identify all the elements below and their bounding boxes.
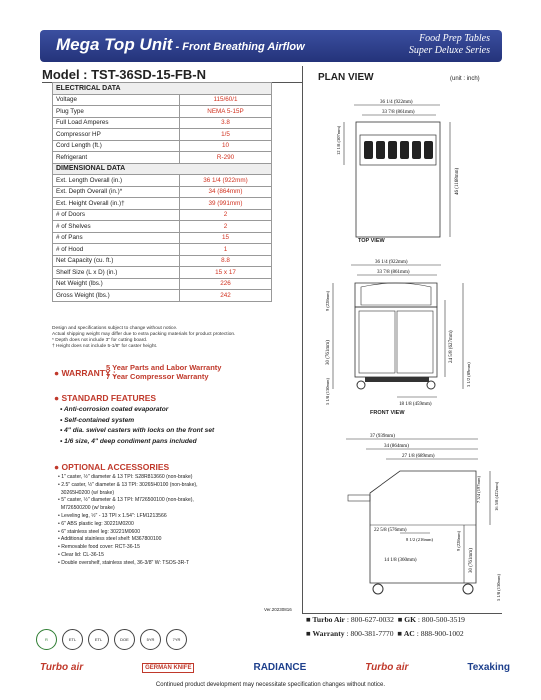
table-row: [53, 175, 272, 187]
list-item: • 1" caster, ½" diameter & 13 TPI: S28R813660 (non-brake): [58, 474, 193, 480]
spec-value: NEMA 5-15P: [180, 106, 272, 118]
list-item: • 6" stainless steel leg: 30221M0600: [58, 528, 141, 535]
spec-label: Refrigerant: [53, 152, 180, 164]
list-item-text: 1" caster, ½" diameter & 13 TPI: S28R813660 (non-brake): [61, 474, 193, 480]
table-row: [53, 290, 272, 302]
spec-value: 226: [180, 278, 272, 290]
series-label: Food Prep Tables Super Deluxe Series: [408, 33, 490, 56]
spec-label: Net Capacity (cu. ft.): [53, 255, 180, 267]
etl-sanitation-logo: ETL: [88, 629, 109, 650]
spec-label: Shelf Size (L x D) (in.): [53, 267, 180, 279]
list-item-text: Leveling leg, ½" - 13 TPI x 1.54": LFM1213566: [61, 512, 167, 519]
doe-logo: DOE: [114, 629, 135, 650]
spec-value: 15 x 17: [180, 267, 272, 279]
dim-label: 16 5/8 (422mm): [494, 481, 499, 511]
spec-label: Ext. Depth Overall (in.)*: [53, 186, 180, 198]
model-title: Model : TST-36SD-15-FB-N: [42, 67, 206, 82]
spec-label: # of Hood: [53, 244, 180, 256]
dim-label: 12 1/8 (307mm): [336, 125, 341, 155]
list-item: • Additional stainless steel shelf: M367800100: [58, 536, 162, 543]
unit-label: (unit : inch): [450, 76, 480, 82]
spec-value: 3.8: [180, 117, 272, 129]
dim-label: 7 3/4 (197mm): [476, 476, 481, 503]
brand-logo: Turbo air: [365, 662, 409, 673]
spec-label: Compressor HP: [53, 129, 180, 141]
dim-label: 5 1/8 (130mm): [325, 378, 330, 405]
table-row: [53, 186, 272, 198]
table-row: [53, 152, 272, 164]
dim-label: 30 (761mm): [326, 340, 331, 365]
list-item: • 6" ABS plastic leg: 30221M0200: [58, 520, 134, 527]
list-item: [58, 505, 258, 513]
spec-section-header: DIMENSIONAL DATA: [53, 163, 272, 175]
spec-value: R-290: [180, 152, 272, 164]
warranty-label: ● WARRANTY :: [54, 368, 116, 378]
spec-value: 34 (864mm): [180, 186, 272, 198]
spec-label: Full Load Amperes: [53, 117, 180, 129]
dim-label: 5 1/8 (130mm): [496, 574, 501, 601]
spec-label: # of Doors: [53, 209, 180, 221]
divider: [302, 66, 303, 614]
accessories-list: [58, 474, 258, 568]
spec-value: 10: [180, 140, 272, 152]
spec-value: 1/5: [180, 129, 272, 141]
list-item: • Double overshelf, stainless steel, 36-3/8" W: TSOS-3R-T: [58, 559, 190, 566]
brand-logo: GERMAN KNIFE: [142, 663, 194, 673]
dim-label: 30 (761mm): [469, 548, 474, 573]
spec-value: 115/60/1: [180, 94, 272, 106]
version-label: Ver.20230816: [264, 607, 292, 612]
dim-label: 9 (228mm): [325, 290, 330, 311]
spec-value: 242: [180, 290, 272, 302]
spec-value: 8.8: [180, 255, 272, 267]
dim-label: 18 1/8 (459mm): [399, 402, 432, 407]
spec-label: Net Weight (lbs.): [53, 278, 180, 290]
top-view-label: TOP VIEW: [358, 238, 385, 244]
dim-label: 34 (864mm): [384, 444, 409, 449]
table-row: [53, 129, 272, 141]
list-item: • Removable food cover: RCT-36-15: [58, 544, 140, 551]
list-item-text: 5" caster, ½" diameter & 13 TPI: M726500100 (non-brake),: [61, 497, 194, 504]
table-row: [53, 232, 272, 244]
dim-label: 46 (1168mm): [455, 167, 460, 195]
spec-value: 15: [180, 232, 272, 244]
side-view-drawing: [340, 433, 505, 603]
plan-view-title: PLAN VIEW: [318, 72, 374, 83]
table-row: [53, 106, 272, 118]
spec-label: Cord Length (ft.): [53, 140, 180, 152]
spec-value: 1: [180, 244, 272, 256]
front-view-label: FRONT VIEW: [370, 410, 405, 416]
dim-label: 36 1/4 (922mm): [380, 100, 413, 105]
features-title: ● STANDARD FEATURES: [54, 393, 157, 403]
footer-note: Continued product development may necessitate specification changes without notice.: [155, 682, 386, 688]
spec-table: [52, 82, 272, 302]
list-item-text: Removable food cover: RCT-36-15: [61, 544, 140, 551]
table-row: [53, 244, 272, 256]
list-item: • 5" caster, ½" diameter & 13 TPI: M726500100 (non-brake),: [58, 497, 194, 504]
table-row: [53, 140, 272, 152]
spec-label: Ext. Length Overall (in.): [53, 175, 180, 187]
list-item-text: Double overshelf, stainless steel, 36-3/8" W: TSOS-3R-T: [61, 559, 190, 566]
spec-label: Plug Type: [53, 106, 180, 118]
table-row: [53, 163, 272, 175]
front-view-drawing: [315, 255, 485, 410]
warranty-badge: 7YR: [166, 629, 187, 650]
spec-notes: Design and specifications subject to change without notice. Actual shipping weight may differ due to extra packing materials for product protection. * Depth does not include 3" for cutting board. † Height does not include 5-1/8" for caster height.: [52, 326, 236, 349]
contact-block: ■ Turbo Air : 800-627-0032 ■ GK : 800-500-3519 ■ Warranty : 800-381-7770 ■ AC : 888-900-1002: [306, 615, 465, 638]
title-banner: [40, 30, 502, 62]
spec-value: 2: [180, 221, 272, 233]
dim-label: 9 (228mm): [456, 530, 461, 551]
table-row: [53, 117, 272, 129]
dim-label: 3 1/2 (89mm): [466, 362, 471, 387]
table-row: [53, 278, 272, 290]
brand-logo: Texaking: [467, 662, 510, 673]
etl-logo: ETL: [62, 629, 83, 650]
dim-label: 33 7/8 (861mm): [382, 110, 415, 115]
table-row: [53, 94, 272, 106]
table-row: [53, 209, 272, 221]
accessories-title: ● OPTIONAL ACCESSORIES: [54, 462, 170, 472]
dim-label: 37 (939mm): [370, 434, 395, 439]
table-row: [53, 83, 272, 95]
spec-label: # of Pans: [53, 232, 180, 244]
list-item-text: 2.5" caster, ½" diameter & 13 TPI: 30265H0100 (non-brake),: [61, 481, 198, 488]
spec-label: Voltage: [53, 94, 180, 106]
list-item-text: 6" ABS plastic leg: 30221M0200: [61, 520, 134, 527]
table-row: [53, 255, 272, 267]
list-item-text: M726500200 (w/ brake): [60, 505, 115, 512]
dim-label: 8 1/2 (216mm): [406, 537, 433, 542]
spec-label: Ext. Height Overall (in.)†: [53, 198, 180, 210]
banner-title: Mega Top Unit - Front Breathing Airflow: [56, 35, 305, 54]
spec-label: # of Shelves: [53, 221, 180, 233]
dim-label: 27 1/8 (689mm): [402, 454, 435, 459]
dim-label: 24 5/8 (627mm): [449, 330, 454, 363]
list-item-text: 30265H0200 (w/ brake): [60, 489, 115, 496]
natural-refrigerant-logo: R: [36, 629, 57, 650]
dim-label: 33 7/8 (861mm): [377, 270, 410, 275]
dim-label: 36 1/4 (922mm): [375, 260, 408, 265]
dim-label: 14 1/8 (360mm): [384, 558, 417, 563]
top-view-drawing: [320, 95, 470, 240]
spec-label: Gross Weight (lbs.): [53, 290, 180, 302]
brand-logos: [40, 662, 510, 673]
list-item-text: Additional stainless steel shelf: M367800100: [60, 536, 162, 543]
table-row: [53, 267, 272, 279]
certification-logos: [36, 629, 187, 650]
list-item: • Leveling leg, ½" - 13 TPI x 1.54": LFM1213566: [58, 512, 167, 519]
features-list: • Anti-corrosion coated evaporator • Self-contained system • 4" dia. swivel casters with locks on the front set • 1/6 size, 4" deep condiment pans included: [60, 406, 215, 445]
list-item-text: 6" stainless steel leg: 30221M0600: [61, 528, 141, 535]
brand-logo: Turbo air: [40, 662, 84, 673]
spec-value: 36 1/4 (922mm): [180, 175, 272, 187]
dim-label: 22 5/8 (576mm): [374, 528, 407, 533]
table-row: [53, 198, 272, 210]
table-row: [53, 221, 272, 233]
spec-value: 2: [180, 209, 272, 221]
brand-logo: RADIANCE: [253, 662, 307, 673]
warranty-badge: 5YR: [140, 629, 161, 650]
spec-section-header: ELECTRICAL DATA: [53, 83, 272, 95]
spec-value: 39 (991mm): [180, 198, 272, 210]
list-item-text: Clear lid: CL-36-15: [61, 551, 104, 558]
list-item: • Clear lid: CL-36-15: [58, 551, 104, 558]
list-item: • 2.5" caster, ½" diameter & 13 TPI: 30265H0100 (non-brake),: [58, 481, 198, 488]
